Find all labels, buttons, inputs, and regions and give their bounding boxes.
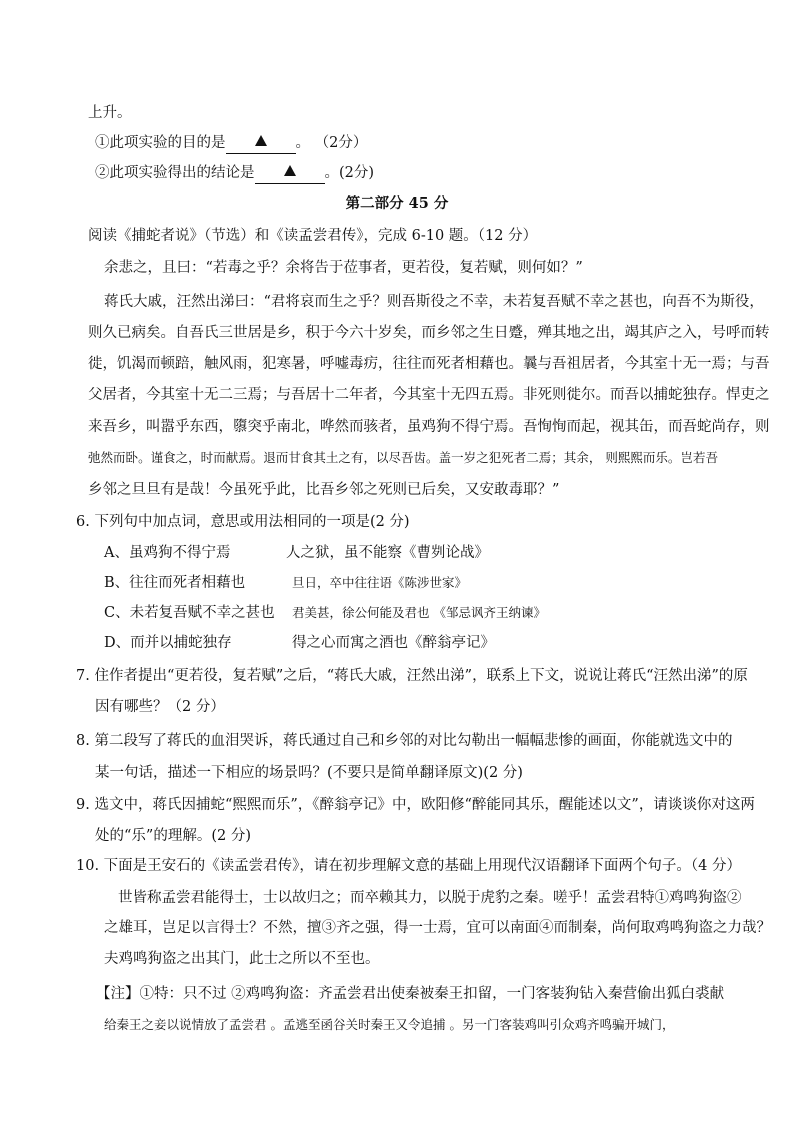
- question-text: 。(2分): [324, 165, 375, 181]
- passage-line: 徙，饥渴而顿踣，触风雨，犯寒暑，呼嘘毒疠，往往而死者相藉也。曩与吾祖居者，今其室十无一焉；与吾: [88, 356, 770, 372]
- option-b-left: B、往往而死者相藉也: [104, 575, 246, 591]
- question-text: ②此项实验得出的结论是: [95, 165, 255, 181]
- passage-line: 父居者，今其室十无二三焉；与吾居十二年者，今其室十无四五焉。非死则徙尔。而吾以捕蛇独存。悍吏之: [88, 387, 770, 403]
- question-6: 6. 下列句中加点词，意思或用法相同的一项是(2 分): [76, 514, 410, 530]
- passage-line: 来吾乡，叫嚣乎东西，隳突乎南北，哗然而骇者，虽鸡狗不得宁焉。吾恂恂而起，视其缶，而吾蛇尚存，则: [88, 419, 770, 435]
- option-d-right: 得之心而寓之酒也《醉翁亭记》: [292, 635, 495, 651]
- question-10: 10. 下面是王安石的《读孟尝君传》，请在初步理解文意的基础上用现代汉语翻译下面两个句子。（4 分）: [76, 858, 741, 874]
- question-line: [95, 133, 367, 154]
- annotation-note: 给秦王之妾以说情放了孟尝君 。孟逃至函谷关时秦王又令追捕 。另一门客装鸡叫引众鸡齐鸣骗开城门，: [104, 1017, 675, 1032]
- question-9: 9. 选文中，蒋氏因捕蛇“熙熙而乐”，《醉翁亭记》中，欧阳修“醉能同其乐，醒能述以文”，请谈谈你对这两: [76, 797, 755, 813]
- translation-text: 夫鸡鸣狗盗之出其门，此士之所以不至也。: [104, 951, 380, 967]
- option-b-right: 旦日，卒中往往语《陈涉世家》: [292, 575, 468, 590]
- question-text: ①此项实验的目的是: [95, 135, 226, 151]
- answer-blank: [255, 163, 325, 184]
- passage-line: 则久已病矣。自吾氏三世居是乡，积于今六十岁矣，而乡邻之生日蹙，殚其地之出，竭其庐之入，号呼而转: [88, 325, 770, 341]
- option-d-left: D、而并以捕蛇独存: [104, 635, 232, 651]
- passage-line: 乡邻之旦旦有是哉！今虽死乎此，比吾乡邻之死则已后矣，又安敢毒耶？”: [88, 482, 560, 498]
- triangle-icon: [255, 135, 267, 146]
- question-8: 8. 第二段写了蒋氏的血泪哭诉，蒋氏通过自己和乡邻的对比勾勒出一幅幅悲惨的画面，你能就选文中的: [76, 733, 733, 749]
- question-line: [95, 163, 374, 184]
- option-c-left: C、未若复吾赋不幸之甚也: [104, 605, 275, 621]
- passage-line: 弛然而卧。谨食之，时而献焉。退而甘食其土之有，以尽吾齿。盖一岁之犯死者二焉；其余， 则熙熙而乐。岂若吾: [88, 450, 718, 465]
- triangle-icon: [284, 165, 296, 176]
- passage-line: 蒋氏大戚，汪然出涕曰：“君将哀而生之乎？则吾斯役之不幸，未若复吾赋不幸之甚也，向吾不为斯役，: [104, 294, 764, 310]
- question-7: 7. 住作者提出“更若役，复若赋”之后，“蒋氏大戚，汪然出涕”，联系上下文，说说让蒋氏“汪然出涕”的原: [76, 668, 748, 684]
- question-7-cont: 因有哪些？（2 分）: [95, 699, 225, 715]
- text-line: 上升。: [88, 105, 132, 121]
- option-c-right: 君美甚，徐公何能及君也 《邹忌讽齐王纳谏》: [292, 605, 546, 620]
- question-9-cont: 处的“乐”的理解。(2 分): [95, 828, 251, 844]
- option-a-right: 人之狱，虽不能察《曹刿论战》: [286, 545, 489, 561]
- translation-text: 世皆称孟尝君能得士，士以故归之；而卒赖其力，以脱于虎豹之秦。嗟乎！孟尝君特①鸡鸣狗盗②: [118, 890, 742, 906]
- instruction: 阅读《捕蛇者说》（节选）和《读孟尝君传》，完成 6-10 题。（12 分）: [88, 228, 538, 244]
- section-title: 第二部分 45 分: [345, 195, 449, 212]
- answer-blank: [226, 133, 296, 154]
- translation-text: 之雄耳，岂足以言得士？不然，擅③齐之强，得一士焉，宜可以南面④而制秦，尚何取鸡鸣狗盗之力哉？: [104, 920, 771, 936]
- passage-line: 余悲之，且曰：“若毒之乎？余将告于莅事者，更若役，复若赋，则何如？”: [104, 260, 583, 276]
- annotation-note: 【注】①特：只不过 ②鸡鸣狗盗：齐孟尝君出使秦被秦王扣留，一门客装狗钻入秦营偷出狐白裘献: [96, 986, 725, 1002]
- question-text: 。 （2分）: [295, 135, 368, 151]
- option-a-left: A、虽鸡狗不得宁焉: [104, 545, 231, 561]
- question-8-cont: 某一句话，描述一下相应的场景吗？(不要只是简单翻译原文)(2 分): [95, 765, 523, 781]
